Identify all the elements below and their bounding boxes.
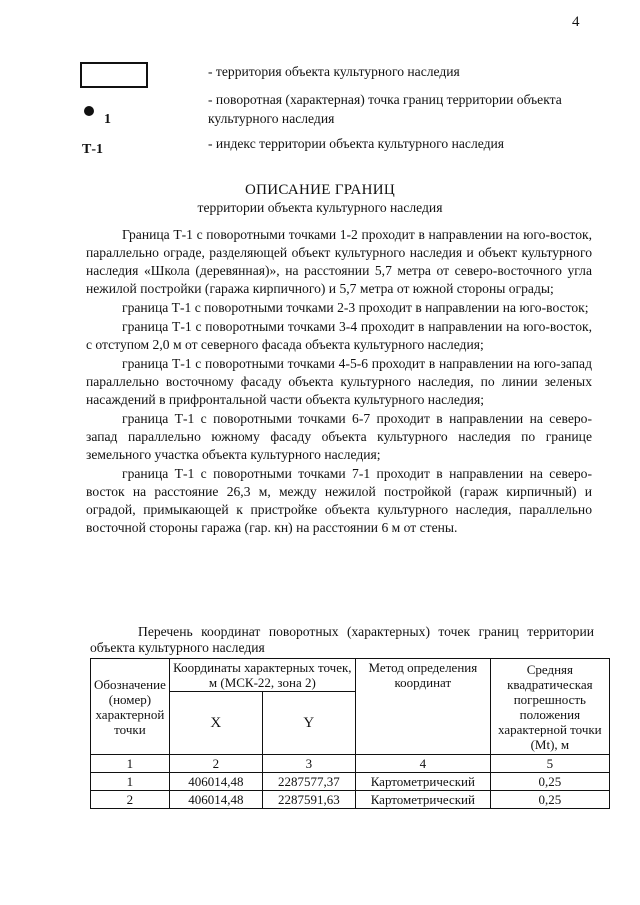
method-cell: Картометрический (355, 791, 490, 809)
boundary-paragraph: граница Т-1 с поворотными точками 7-1 проходит в направлении на северо-восток на расстояние 26,3 м, между нежилой постройкой (гараж кирпичный) и оградой, примыкающей к пристройке объекта культурного наследия, параллельно восточной стороны гаража (гар. кн) на расстоянии 6 м от стены. (86, 466, 592, 535)
y-cell: 2287591,63 (262, 791, 355, 809)
method-cell: Картометрический (355, 773, 490, 791)
error-cell: 0,25 (490, 791, 609, 809)
x-cell: 406014,48 (169, 791, 262, 809)
column-number: 2 (169, 755, 262, 773)
point-legend-number: 1 (104, 112, 111, 127)
header-x: X (169, 692, 262, 755)
point-legend-text: - поворотная (характерная) точка границ территории объекта культурного наследия (208, 92, 562, 126)
point-number-cell: 1 (91, 773, 170, 791)
boundary-paragraph: граница Т-1 с поворотными точками 6-7 проходит в направлении на северо-запад параллельно южному фасаду объекта культурного наследия по границе земельного участка объекта культурного наследия; (86, 411, 592, 462)
header-method: Метод определения координат (355, 659, 490, 755)
page-number: 4 (572, 14, 580, 30)
column-number: 1 (91, 755, 170, 773)
territory-code-text: - индекс территории объекта культурного наследия (208, 136, 505, 151)
table-row (91, 773, 610, 791)
header-y: Y (262, 692, 355, 755)
territory-code-label: Т-1 (82, 142, 103, 157)
boundary-paragraph: граница Т-1 с поворотными точками 2-3 проходит в направлении на юго-восток; (122, 300, 589, 315)
column-number-row (91, 755, 610, 773)
territory-legend-text: - территория объекта культурного наследия (208, 64, 460, 79)
x-cell: 406014,48 (169, 773, 262, 791)
coordinates-caption (90, 624, 594, 656)
header-point-number: Обозначение (номер) характерной точки (91, 659, 170, 755)
column-number: 3 (262, 755, 355, 773)
section-title: ОПИСАНИЕ ГРАНИЦ (244, 182, 396, 198)
column-number: 5 (490, 755, 609, 773)
coordinates-table (90, 658, 610, 809)
y-cell: 2287577,37 (262, 773, 355, 791)
territory-legend-symbol (80, 62, 148, 88)
header-coordinates: Координаты характерных точек, м (МСК-22, зона 2) (169, 659, 355, 692)
column-number: 4 (355, 755, 490, 773)
point-number-cell: 2 (91, 791, 170, 809)
boundary-description (86, 226, 592, 538)
error-cell: 0,25 (490, 773, 609, 791)
boundary-paragraph: Граница Т-1 с поворотными точками 1-2 проходит в направлении на юго-восток, параллельно ограде, разделяющей объект культурного наследия и объект культурного наследия «Школа (деревянная)», на расстоянии 5,7 метра от северо-восточного угла нежилой постройки (гаража кирпичного) и 5,7 метра от южной стороны ограды; (86, 227, 592, 296)
table-row (91, 791, 610, 809)
boundary-paragraph: граница Т-1 с поворотными точками 3-4 проходит в направлении на юго-восток, с отступом 2,0 м от северного фасада объекта культурного наследия; (86, 319, 592, 352)
point-legend-symbol (84, 106, 94, 116)
section-subtitle: территории объекта культурного наследия (197, 200, 443, 215)
boundary-paragraph: граница Т-1 с поворотными точками 4-5-6 проходит в направлении на юго-запад параллельно восточному фасаду объекта культурного наследия, по линии зеленых насаждений в прифронтальной части объекта культурного наследия; (86, 356, 592, 407)
coordinates-caption-text: Перечень координат поворотных (характерных) точек границ территории объекта культурного наследия (90, 624, 594, 655)
header-error: Средняя квадратическая погрешность положения характерной точки (Mt), м (490, 659, 609, 755)
table-header-row (91, 659, 610, 692)
